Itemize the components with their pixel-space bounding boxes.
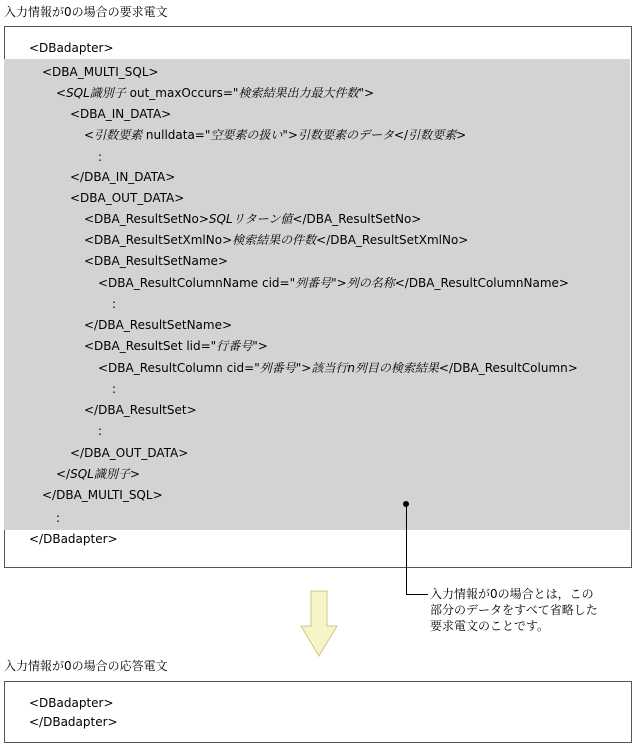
response-message-box: [4, 681, 632, 743]
placeholder-text: 列の名称: [346, 276, 395, 290]
request-line-12: [98, 276, 569, 290]
markup-text: </DBA_IN_DATA>: [70, 170, 176, 184]
markup-text: <DBA_ResultSet lid=": [84, 339, 217, 353]
markup-text: <: [84, 128, 95, 142]
placeholder-text: 列番号: [259, 361, 296, 375]
request-line-4: [70, 107, 171, 121]
markup-text: ">: [295, 361, 312, 375]
markup-text: nulldata=": [142, 128, 211, 142]
markup-text: <DBA_ResultSetXmlNo>: [84, 233, 233, 247]
markup-text: <DBadapter>: [29, 41, 114, 55]
callout-line-horizontal: [406, 594, 428, 595]
callout-line-vertical: [406, 504, 407, 594]
markup-text: </DBA_ResultColumnName>: [394, 276, 569, 290]
placeholder-text: SQL識別子: [70, 467, 130, 481]
request-line-7: [70, 170, 175, 184]
markup-text: :: [56, 511, 61, 525]
markup-text: ">: [282, 128, 298, 142]
markup-text: </DBA_ResultSetName>: [84, 318, 233, 332]
placeholder-text: 空要素の扱い: [210, 128, 283, 142]
markup-text: </: [56, 467, 71, 481]
markup-text: <DBA_MULTI_SQL>: [42, 65, 159, 79]
response-caption: 入力情報が0の場合の応答電文: [4, 659, 168, 673]
markup-text: </DBA_OUT_DATA>: [70, 446, 189, 460]
response-line-open: <DBadapter>: [29, 696, 114, 710]
markup-text: ">: [331, 276, 347, 290]
markup-text: <DBA_OUT_DATA>: [70, 191, 185, 205]
request-caption: 入力情報が0の場合の要求電文: [4, 5, 168, 19]
request-line-18: [84, 403, 197, 417]
markup-text: :: [98, 424, 103, 438]
markup-text: ">: [252, 339, 268, 353]
request-line-10: [84, 233, 468, 247]
markup-text: >: [456, 128, 467, 142]
request-line-14: [84, 318, 232, 332]
annotation-line-3: 要求電文のことです。: [430, 619, 550, 633]
request-line-8: [70, 191, 184, 205]
placeholder-text: 検索結果の件数: [232, 233, 317, 247]
placeholder-text: SQL識別子: [66, 86, 126, 100]
annotation-line-1: 入力情報が0の場合とは，この: [430, 587, 594, 601]
markup-text: </DBA_ResultColumn>: [438, 361, 578, 375]
placeholder-text: 引数要素のデータ: [297, 128, 394, 142]
markup-text: ">: [358, 86, 375, 100]
request-line-15: [84, 339, 268, 353]
markup-text: <DBA_ResultColumnName cid=": [98, 276, 296, 290]
request-line-20: [70, 446, 188, 460]
request-line-17: [112, 382, 116, 396]
markup-text: </: [393, 128, 409, 142]
markup-text: </DBA_ResultSetNo>: [292, 212, 422, 226]
markup-text: </DBA_ResultSetXmlNo>: [316, 233, 469, 247]
response-line-close: </DBadapter>: [29, 715, 118, 729]
request-line-1: [29, 41, 114, 55]
markup-text: </DBA_ResultSet>: [84, 403, 197, 417]
request-line-16: [98, 361, 578, 375]
placeholder-text: 列番号: [295, 276, 332, 290]
request-line-9: [84, 212, 421, 226]
request-line-3: [56, 86, 374, 100]
request-line-5: [84, 128, 466, 142]
down-arrow-icon: [299, 590, 339, 658]
placeholder-text: SQLリターン値: [208, 212, 293, 226]
markup-text: <DBA_ResultSetNo>: [84, 212, 209, 226]
request-line-21: [56, 467, 140, 481]
markup-text: </DBA_MULTI_SQL>: [42, 488, 163, 502]
markup-text: </DBadapter>: [29, 532, 118, 546]
request-line-13: [112, 297, 116, 311]
markup-text: :: [112, 297, 117, 311]
placeholder-text: 該当行n列目の検索結果: [311, 361, 439, 375]
request-line-24: [29, 532, 118, 546]
annotation-line-2: 部分のデータをすべて省略した: [430, 603, 598, 617]
request-line-23: [56, 511, 60, 525]
markup-text: <DBA_ResultSetName>: [84, 254, 228, 268]
request-line-19: [98, 424, 102, 438]
request-line-2: [42, 65, 159, 79]
markup-text: <: [56, 86, 67, 100]
markup-text: <DBA_ResultColumn cid=": [98, 361, 260, 375]
placeholder-text: 検索結果出力最大件数: [238, 86, 359, 100]
request-line-11: [84, 254, 228, 268]
markup-text: out_maxOccurs=": [125, 86, 239, 100]
placeholder-text: 引数要素: [408, 128, 457, 142]
placeholder-text: 行番号: [216, 339, 253, 353]
markup-text: <DBA_IN_DATA>: [70, 107, 172, 121]
placeholder-text: 引数要素: [94, 128, 143, 142]
request-line-22: [42, 488, 163, 502]
markup-text: :: [112, 382, 117, 396]
markup-text: >: [129, 467, 140, 481]
request-line-6: [98, 150, 102, 164]
markup-text: :: [98, 150, 103, 164]
